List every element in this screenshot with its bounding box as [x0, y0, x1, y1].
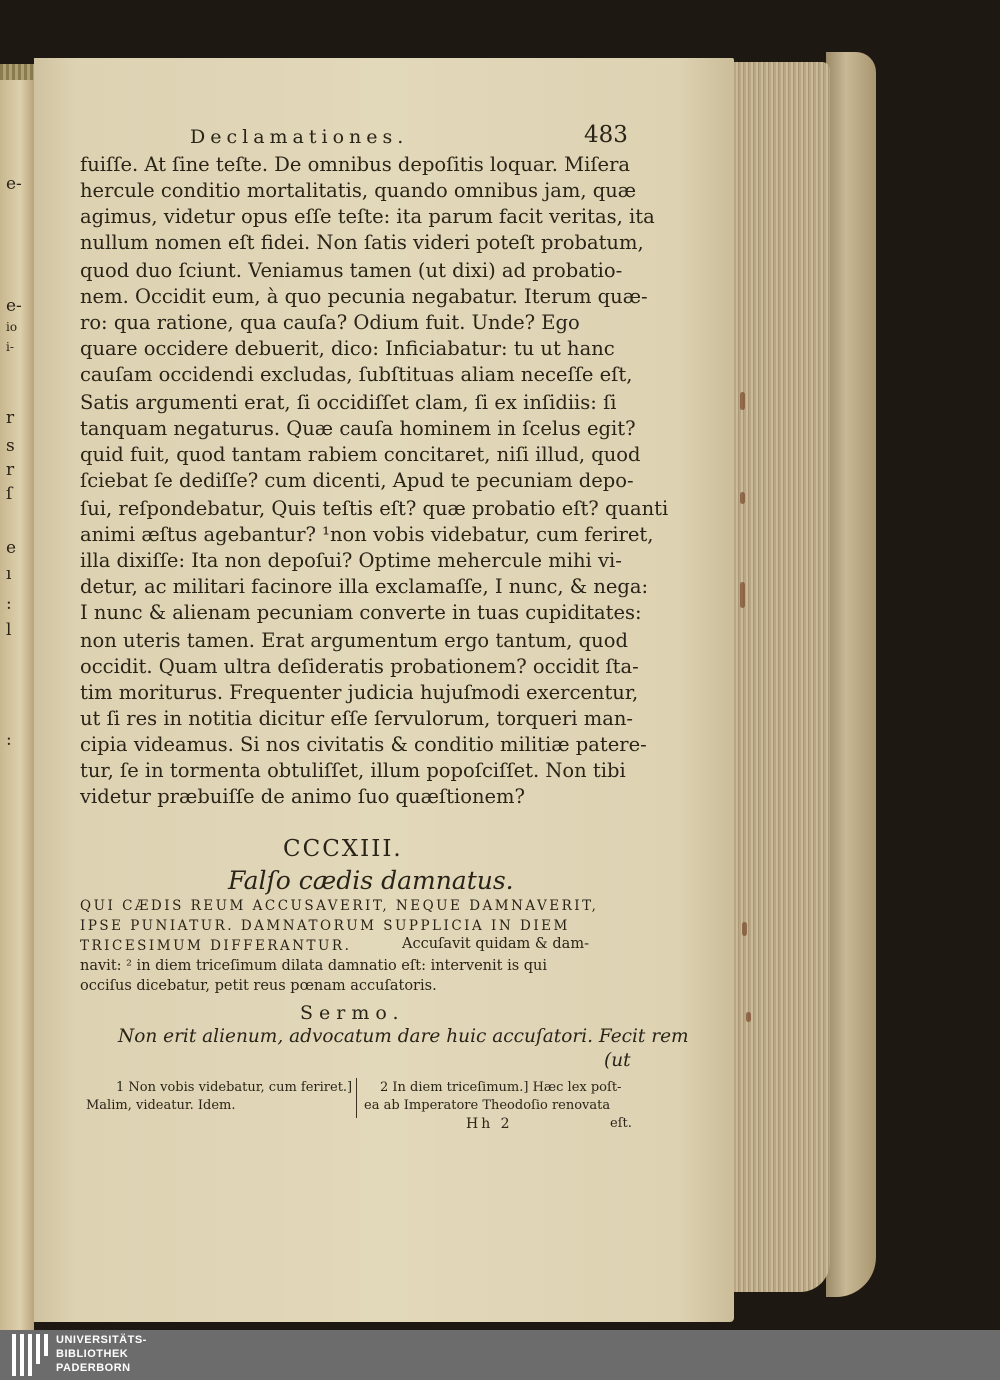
left-fragment: r: [6, 408, 15, 428]
text-line: tanquam negaturus. Quæ cauſa hominem in ſcelus egit?: [80, 417, 636, 440]
left-fragment: ſ: [6, 484, 13, 504]
left-fragment: :: [6, 594, 12, 614]
left-fragment: i-: [6, 340, 14, 354]
left-fragment: r: [6, 460, 15, 480]
text-line: illa dixiſſe: Ita non depoſui? Optime mehercule mihi vi-: [80, 549, 622, 572]
text-line: ut ſi res in notitia dicitur eſſe ſervulorum, torqueri man-: [80, 707, 633, 730]
text-line: tur, ſe in tormenta obtuliſſet, illum popoſciſſet. Non tibi: [80, 759, 626, 782]
page-number: 483: [584, 122, 628, 148]
footnote-right: 2 In diem triceſimum.] Hæc lex poſt-: [380, 1080, 622, 1095]
text-line: Satis argumenti erat, ſi occidiſſet clam, ſi ex inſidiis: ſi: [80, 391, 617, 414]
footnote-left: 1 Non vobis videbatur, cum feriret.]: [116, 1080, 353, 1095]
running-header: Declamationes.: [190, 126, 409, 148]
text-line: occidit. Quam ultra deſideratis probationem? occidit ſta-: [80, 655, 639, 678]
left-fragment: s: [6, 436, 15, 456]
text-line: cipia videamus. Si nos civitatis & conditio militiæ patere-: [80, 733, 647, 756]
left-fragment: l: [6, 620, 12, 640]
catchword: (ut: [604, 1050, 631, 1071]
text-line: animi æſtus agebantur? ¹non vobis videbatur, cum feriret,: [80, 523, 654, 546]
text-line: quare occidere debuerit, dico: Inficiabatur: tu ut hanc: [80, 337, 615, 360]
lex-line: TRICESIMUM DIFFERANTUR.: [80, 938, 352, 954]
argument-line: navit: ² in diem triceſimum dilata damnatio eſt: intervenit is qui: [80, 958, 548, 974]
sermo-heading: Sermo.: [300, 1002, 405, 1024]
page-edges: [734, 62, 830, 1292]
left-fragment: e-: [6, 296, 22, 316]
argument-line: Accuſavit quidam & dam-: [402, 936, 589, 952]
library-logo-icon: [12, 1334, 48, 1376]
left-fragment: :: [6, 730, 12, 750]
section-title: Falſo cædis damnatus.: [228, 866, 514, 895]
text-line: nem. Occidit eum, à quo pecunia negabatur. Iterum quæ-: [80, 285, 648, 308]
text-line: non uteris tamen. Erat argumentum ergo tantum, quod: [80, 629, 628, 652]
text-line: ſciebat ſe dediſſe? cum dicenti, Apud te pecuniam depo-: [80, 469, 634, 492]
footnote-right-end: eſt.: [610, 1116, 632, 1131]
text-line: ro: qua ratione, qua cauſa? Odium fuit. Unde? Ego: [80, 311, 580, 334]
footnote-left: Malim, videatur. Idem.: [86, 1098, 236, 1113]
left-binding-cloth: [0, 64, 34, 80]
text-line: I nunc & alienam pecuniam converte in tuas cupiditates:: [80, 601, 642, 624]
institution-line: BIBLIOTHEK: [56, 1348, 129, 1360]
left-fragment: io: [6, 320, 18, 334]
lex-line: IPSE PUNIATUR. DAMNATORUM SUPPLICIA IN DIEM: [80, 918, 570, 934]
text-line: nullum nomen eſt fidei. Non ſatis videri poteſt probatum,: [80, 231, 644, 254]
left-page-edge: [0, 64, 34, 1330]
library-footer: [0, 1330, 1000, 1380]
left-fragment: e: [6, 538, 17, 558]
footnote-divider: [356, 1078, 358, 1118]
left-fragment: e-: [6, 174, 22, 194]
text-line: detur, ac militari facinore illa exclamaſſe, I nunc, & nega:: [80, 575, 649, 598]
text-line: quid fuit, quod tantam rabiem concitaret, niſi illud, quod: [80, 443, 641, 466]
institution-line: PADERBORN: [56, 1362, 131, 1374]
text-line: agimus, videtur opus eſſe teſte: ita parum facit veritas, ita: [80, 205, 655, 228]
text-line: hercule conditio mortalitatis, quando omnibus jam, quæ: [80, 179, 637, 202]
institution-line: UNIVERSITÄTS-: [56, 1334, 147, 1346]
text-line: fuiſſe. At ſine teſte. De omnibus depoſitis loquar. Miſera: [80, 153, 631, 176]
sermo-line: Non erit alienum, advocatum dare huic accuſatori. Fecit rem: [118, 1026, 689, 1047]
text-line: quod duo ſciunt. Veniamus tamen (ut dixi) ad probatio-: [80, 259, 623, 282]
footnote-right: ea ab Imperatore Theodoſio renovata: [364, 1098, 611, 1113]
lex-line: QUI CÆDIS REUM ACCUSAVERIT, NEQUE DAMNAVERIT,: [80, 898, 599, 914]
text-line: videtur præbuiſſe de animo ſuo quæſtionem?: [80, 785, 526, 808]
argument-line: occiſus dicebatur, petit reus pœnam accuſatoris.: [80, 978, 437, 994]
text-line: cauſam occidendi excludas, ſubſtituas aliam neceſſe eſt,: [80, 363, 633, 386]
text-line: ſui, reſpondebatur, Quis teſtis eſt? quæ probatio eſt? quanti: [80, 497, 669, 520]
right-book-cover: [826, 52, 876, 1297]
signature-mark: Hh 2: [466, 1116, 513, 1132]
section-number: CCCXIII.: [283, 836, 403, 862]
left-fragment: ı: [6, 564, 12, 584]
text-line: tim moriturus. Frequenter judicia hujuſmodi exercentur,: [80, 681, 639, 704]
